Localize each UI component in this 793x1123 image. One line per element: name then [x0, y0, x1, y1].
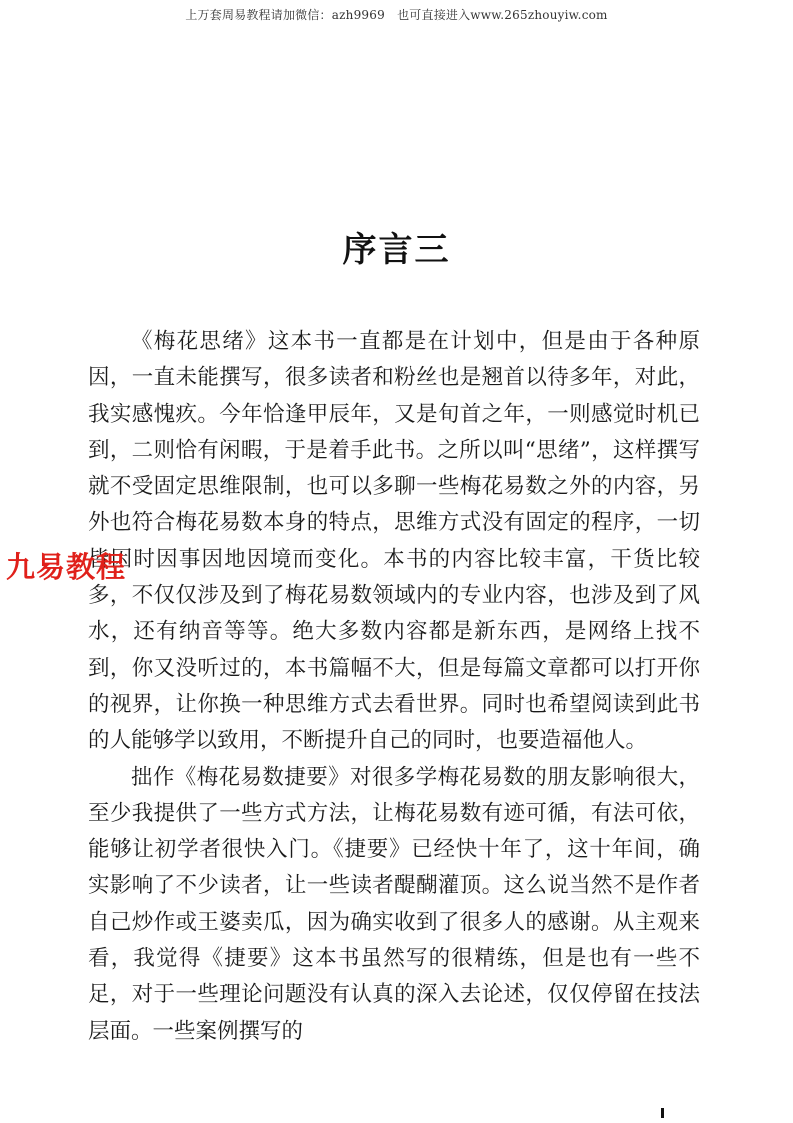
paragraph-1: 《梅花思绪》这本书一直都是在计划中，但是由于各种原因，一直未能撰写，很多读者和粉丝也是翘首以待多年，对此，我实感愧疚。今年恰逢甲辰年，又是旬首之年，一则感觉时机已到，二则恰有闲暇，于是着手此书。之所以叫“思绪”，这样撰写就不受固定思维限制，也可以多聊一些梅花易数之外的内容，另外也符合梅花易数本身的特点，思维方式没有固定的程序，一切皆因时因事因地因境而变化。本书的内容比较丰富，干货比较多，不仅仅涉及到了梅花易数领域内的专业内容，也涉及到了风水，还有纳音等等。绝大多数内容都是新东西，是网络上找不到，你又没听过的，本书篇幅不大，但是每篇文章都可以打开你的视界，让你换一种思维方式去看世界。同时也希望阅读到此书的人能够学以致用，不断提升自己的同时，也要造福他人。: [88, 329, 700, 754]
paragraph-2: 拙作《梅花易数捷要》对很多学梅花易数的朋友影响很大，至少我提供了一些方式方法，让梅花易数有迹可循，有法可依，能够让初学者很快入门。《捷要》已经快十年了，这十年间，确实影响了不少读者，让一些读者醍醐灌顶。这么说当然不是作者自己炒作或王婆卖瓜，因为确实收到了很多人的感谢。从主观来看，我觉得《捷要》这本书虽然写的很精练，但是也有一些不足，对于一些理论问题没有认真的深入去论述，仅仅停留在技法层面。一些案例撰写的: [88, 764, 700, 1044]
page-mark: [661, 1108, 664, 1118]
header-contact-note: 上万套周易教程请加微信：azh9969 也可直接进入www.265zhouyiw.com: [185, 8, 608, 22]
watermark-logo: 九易教程: [6, 550, 127, 584]
body-text: [88, 324, 700, 1050]
page-title: 序言三: [342, 230, 451, 270]
